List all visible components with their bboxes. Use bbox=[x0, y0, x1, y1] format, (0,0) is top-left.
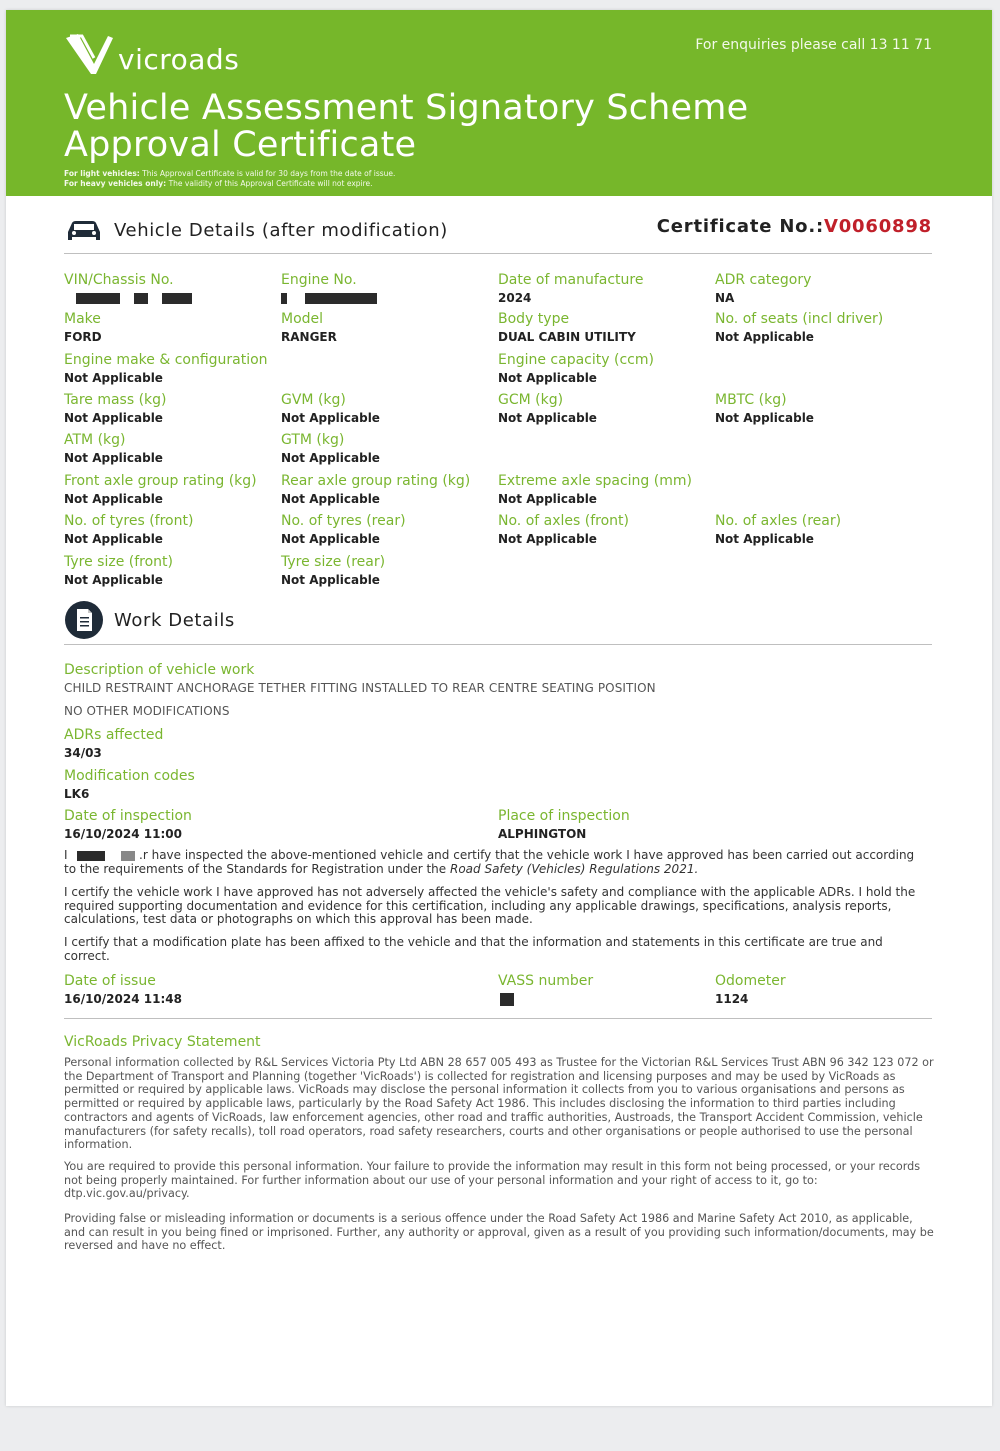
date-of-issue-label: Date of issue bbox=[64, 973, 156, 989]
date-of-manufacture-field bbox=[498, 271, 643, 307]
gvm-label: GVM (kg) bbox=[281, 392, 346, 408]
axles-rear-field bbox=[715, 512, 841, 548]
gcm-label: GCM (kg) bbox=[498, 392, 564, 408]
tyres-rear-field bbox=[281, 512, 406, 548]
vin-label: VIN/Chassis No. bbox=[64, 272, 174, 288]
redaction-block bbox=[281, 293, 287, 304]
date-of-inspection-label: Date of inspection bbox=[64, 808, 192, 824]
tyre-size-front-label: Tyre size (front) bbox=[64, 554, 173, 570]
place-of-inspection-value: ALPHINGTON bbox=[498, 827, 587, 841]
tyres-front-field bbox=[64, 512, 193, 548]
adrs-affected-label: ADRs affected bbox=[64, 727, 164, 743]
vehicle-details-title: Vehicle Details (after modification) bbox=[114, 219, 448, 241]
atm-label: ATM (kg) bbox=[64, 432, 126, 448]
odometer-field bbox=[715, 972, 786, 1008]
certificate-number-label: Certificate No.: bbox=[656, 216, 824, 237]
engine-make-value: Not Applicable bbox=[64, 371, 163, 385]
work-details-title: Work Details bbox=[114, 609, 235, 631]
make-field bbox=[64, 310, 102, 346]
work-description-label: Description of vehicle work bbox=[64, 662, 255, 678]
tyre-size-rear-field bbox=[281, 553, 385, 589]
engine-make-label: Engine make & configuration bbox=[64, 352, 268, 368]
tyres-rear-value: Not Applicable bbox=[281, 532, 380, 546]
front-axle-rating-label: Front axle group rating (kg) bbox=[64, 473, 257, 489]
extreme-axle-spacing-label: Extreme axle spacing (mm) bbox=[498, 473, 692, 489]
logo-text: vicroads bbox=[118, 43, 240, 76]
tyres-front-value: Not Applicable bbox=[64, 532, 163, 546]
enquiries-text: For enquiries please call 13 11 71 bbox=[695, 37, 932, 53]
model-field bbox=[281, 310, 337, 346]
adr-category-label: ADR category bbox=[715, 272, 812, 288]
certification-paragraph-3: I certify that a modification plate has been affixed to the vehicle and that the information and statements in this certificate are true and correct. bbox=[64, 935, 883, 963]
engine-capacity-label: Engine capacity (ccm) bbox=[498, 352, 654, 368]
redaction-block bbox=[134, 293, 148, 304]
vehicle-details-header bbox=[64, 210, 448, 250]
date-of-issue-field bbox=[64, 972, 182, 1008]
redaction-block bbox=[121, 851, 135, 861]
engine-no-value-redacted bbox=[281, 289, 377, 307]
date-of-inspection-field bbox=[64, 807, 192, 843]
engine-capacity-value: Not Applicable bbox=[498, 371, 597, 385]
vin-value-redacted bbox=[64, 289, 192, 307]
vicroads-logo bbox=[64, 32, 239, 76]
tyre-size-front-value: Not Applicable bbox=[64, 573, 163, 587]
mbtc-value: Not Applicable bbox=[715, 411, 814, 425]
tyre-size-rear-value: Not Applicable bbox=[281, 573, 380, 587]
certificate-number-value: V0060898 bbox=[823, 216, 932, 237]
place-of-inspection-field bbox=[498, 807, 630, 843]
odometer-value: 1124 bbox=[715, 992, 749, 1006]
title-line-2: Approval Certificate bbox=[64, 125, 417, 165]
vass-number-field bbox=[498, 972, 593, 1008]
axles-rear-value: Not Applicable bbox=[715, 532, 814, 546]
place-of-inspection-label: Place of inspection bbox=[498, 808, 630, 824]
body-type-label: Body type bbox=[498, 311, 570, 327]
adrs-affected-field bbox=[64, 726, 163, 762]
work-details-header bbox=[64, 600, 235, 640]
work-description-line-2: NO OTHER MODIFICATIONS bbox=[64, 704, 230, 718]
vass-number-value-redacted bbox=[498, 990, 593, 1008]
heavy-vehicles-label: For heavy vehicles only: bbox=[64, 178, 167, 188]
document-icon bbox=[64, 600, 104, 640]
redaction-block bbox=[305, 293, 377, 304]
front-axle-rating-field bbox=[64, 472, 257, 508]
extreme-axle-spacing-value: Not Applicable bbox=[498, 492, 597, 506]
make-label: Make bbox=[64, 311, 101, 327]
title-line-1: Vehicle Assessment Signatory Scheme bbox=[64, 88, 749, 128]
rear-axle-rating-label: Rear axle group rating (kg) bbox=[281, 473, 471, 489]
tyre-size-rear-label: Tyre size (rear) bbox=[281, 554, 386, 570]
privacy-paragraph-1: Personal information collected by R&L Services Victoria Pty Ltd ABN 28 657 005 493 as Trustee for the Victorian R&L Services Trust ABN 96 342 123 072 or the Department of Transport and Planning (together 'VicRoads') is collected for registration and licensing purposes and may be used by VicRoads as permitted or required by applicable laws. VicRoads may disclose the personal information it collects from you to various organisations and persons as permitted or required by applicable laws, particularly by the Road Safety Act 1986. This includes disclosing the information to third parties including contractors and agents of VicRoads, law enforcement agencies, other road and traffic authorities, Austroads, the Transport Accident Commission, vehicle manufacturers (for safety recalls), toll road operators, road safety researchers, courts and other organisations or people authorised to use the personal information. bbox=[64, 1056, 934, 1152]
seats-label: No. of seats (incl driver) bbox=[715, 311, 884, 327]
divider bbox=[64, 644, 932, 645]
tyres-front-label: No. of tyres (front) bbox=[64, 513, 194, 529]
gtm-field bbox=[281, 431, 380, 467]
seats-field bbox=[715, 310, 883, 346]
light-vehicles-text: This Approval Certificate is valid for 30 days from the date of issue. bbox=[142, 169, 396, 178]
model-value: RANGER bbox=[281, 330, 337, 344]
tare-mass-label: Tare mass (kg) bbox=[64, 392, 167, 408]
axles-front-value: Not Applicable bbox=[498, 532, 597, 546]
date-of-inspection-value: 16/10/2024 11:00 bbox=[64, 827, 182, 841]
certificate-number bbox=[657, 216, 932, 237]
certificate-page bbox=[6, 10, 992, 1406]
redaction-block bbox=[162, 293, 192, 304]
rear-axle-rating-value: Not Applicable bbox=[281, 492, 380, 506]
work-description-line-1: CHILD RESTRAINT ANCHORAGE TETHER FITTING INSTALLED TO REAR CENTRE SEATING POSITION bbox=[64, 681, 656, 695]
divider bbox=[64, 253, 932, 254]
redaction-block bbox=[77, 851, 105, 861]
axles-rear-label: No. of axles (rear) bbox=[715, 513, 842, 529]
tare-mass-value: Not Applicable bbox=[64, 411, 163, 425]
model-label: Model bbox=[281, 311, 324, 327]
axles-front-label: No. of axles (front) bbox=[498, 513, 629, 529]
gcm-value: Not Applicable bbox=[498, 411, 597, 425]
body-type-value: DUAL CABIN UTILITY bbox=[498, 330, 636, 344]
odometer-label: Odometer bbox=[715, 973, 786, 989]
certification-prefix: I bbox=[64, 848, 68, 862]
mbtc-field bbox=[715, 391, 814, 427]
regulations-reference: Road Safety (Vehicles) Regulations 2021. bbox=[450, 861, 699, 876]
car-icon bbox=[64, 210, 104, 250]
tyres-rear-label: No. of tyres (rear) bbox=[281, 513, 406, 529]
tyre-size-front-field bbox=[64, 553, 173, 589]
mbtc-label: MBTC (kg) bbox=[715, 392, 787, 408]
validity-note bbox=[64, 169, 395, 188]
gvm-value: Not Applicable bbox=[281, 411, 380, 425]
engine-no-label: Engine No. bbox=[281, 272, 357, 288]
date-of-issue-value: 16/10/2024 11:48 bbox=[64, 992, 182, 1006]
adrs-affected-value: 34/03 bbox=[64, 746, 102, 760]
gtm-value: Not Applicable bbox=[281, 451, 380, 465]
modification-codes-value: LK6 bbox=[64, 787, 90, 801]
vicroads-logo-icon bbox=[64, 32, 116, 76]
page-title bbox=[64, 90, 748, 164]
tare-mass-field bbox=[64, 391, 167, 427]
rear-axle-rating-field bbox=[281, 472, 470, 508]
engine-no-field bbox=[281, 271, 377, 307]
extreme-axle-spacing-field bbox=[498, 472, 692, 508]
adr-category-value: NA bbox=[715, 291, 735, 305]
redaction-block bbox=[76, 293, 120, 304]
adr-category-field bbox=[715, 271, 811, 307]
gcm-field bbox=[498, 391, 597, 427]
certification-paragraph-2: I certify the vehicle work I have approved has not adversely affected the vehicle's safety and compliance with the applicable ADRs. I hold the required supporting documentation and evidence for this certification, including any applicable drawings, specifications, analysis reports, calculations, test data or photographs on which this approval has been made. bbox=[64, 885, 916, 926]
privacy-statement-title: VicRoads Privacy Statement bbox=[64, 1034, 261, 1050]
engine-capacity-field bbox=[498, 351, 654, 387]
modification-codes-label: Modification codes bbox=[64, 768, 195, 784]
heavy-vehicles-text: The validity of this Approval Certificate will not expire. bbox=[168, 178, 373, 188]
axles-front-field bbox=[498, 512, 629, 548]
engine-make-field bbox=[64, 351, 268, 387]
redaction-block bbox=[500, 993, 514, 1006]
front-axle-rating-value: Not Applicable bbox=[64, 492, 163, 506]
date-of-manufacture-value: 2024 bbox=[498, 291, 532, 305]
modification-codes-field bbox=[64, 767, 195, 803]
date-of-manufacture-label: Date of manufacture bbox=[498, 272, 644, 288]
certification-text-1: .r have inspected the above-mentioned vehicle and certify that the vehicle work I have approved has been carried out according to the requirements of the Standards for Registration under the bbox=[64, 848, 915, 876]
light-vehicles-label: For light vehicles: bbox=[64, 169, 140, 178]
privacy-paragraph-3: Providing false or misleading information or documents is a serious offence under the Road Safety Act 1986 and Marine Safety Act 2010, as applicable, and can result in you being fined or imprisoned. Further, any authority or approval, given as a result of you providing such information/documents, may be reversed and have no effect. bbox=[64, 1212, 934, 1253]
atm-value: Not Applicable bbox=[64, 451, 163, 465]
seats-value: Not Applicable bbox=[715, 330, 814, 344]
privacy-paragraph-2: You are required to provide this personal information. Your failure to provide the information may result in this form not being processed, or your records not being properly maintained. For further information about our use of your personal information and your right of access to it, go to: dtp.vic.gov.au/privacy. bbox=[64, 1160, 921, 1201]
divider bbox=[64, 1018, 932, 1019]
vin-field bbox=[64, 271, 192, 307]
body-type-field bbox=[498, 310, 636, 346]
header-banner bbox=[6, 10, 992, 196]
gtm-label: GTM (kg) bbox=[281, 432, 345, 448]
vass-number-label: VASS number bbox=[498, 973, 594, 989]
gvm-field bbox=[281, 391, 380, 427]
make-value: FORD bbox=[64, 330, 102, 344]
work-description-field bbox=[64, 661, 254, 679]
certification-paragraph-1 bbox=[64, 849, 930, 876]
atm-field bbox=[64, 431, 163, 467]
